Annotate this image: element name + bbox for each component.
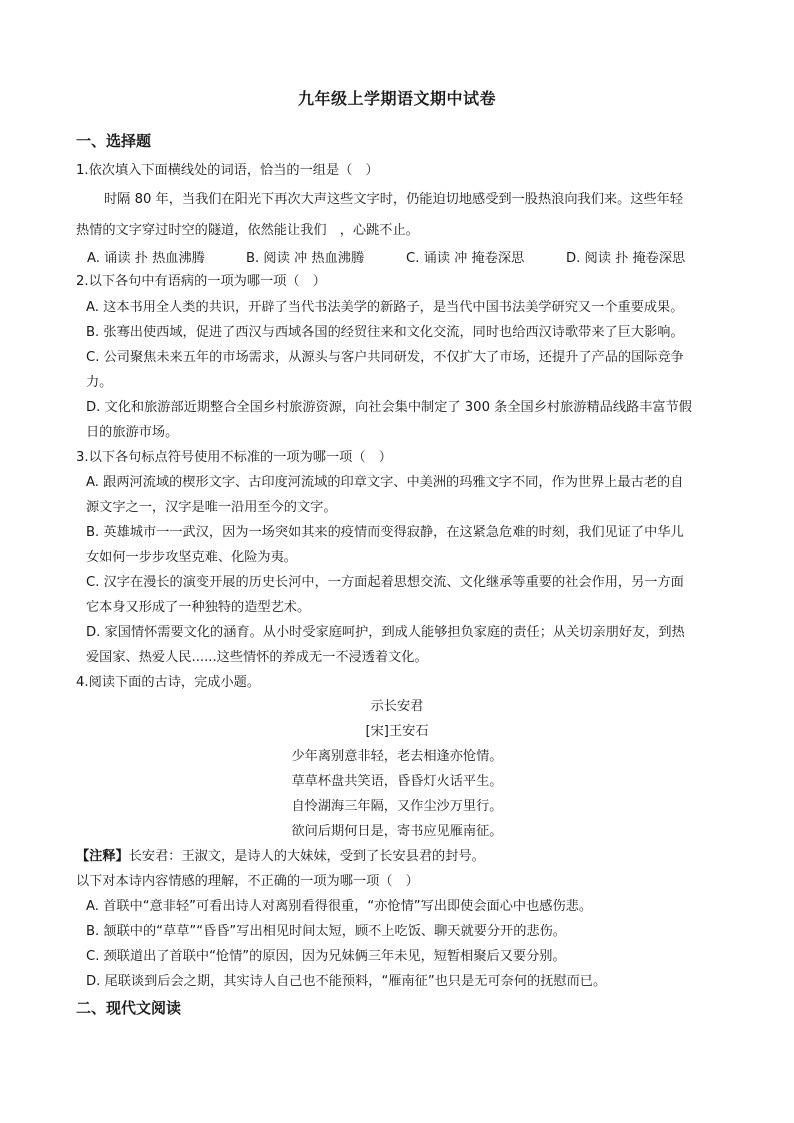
poem-author: [宋]王安石 [365,724,429,739]
question-3-option-a-cont: 源文字之一，汉字是唯一沿用至今的文字。 [86,500,337,515]
poem-line-4: 欲问后期何日是，寄书应见雁南征。 [291,824,503,839]
question-4-option-a: A. 首联中“意非轻”可看出诗人对离别看得很重，“亦怆情”写出即使会面心中也感伤悲。 [86,899,593,914]
note-text: 长安君：王淑文，是诗人的大妹妹，受到了长安县君的封号。 [128,849,485,864]
question-4-option-c: C. 颈联道出了首联中“怆情”的原因，因为兄妹俩三年未见，短暂相聚后又要分别。 [86,949,566,964]
question-3-option-d: D. 家国情怀需要文化的涵育。从小时受家庭呵护，到成人能够担负家庭的责任；从关切亲朋好友，到热 [86,625,685,640]
question-2-option-c: C. 公司聚焦未来五年的市场需求，从源头与客户共同研发，不仅扩大了市场，还提升了产品的国际竞争 [86,350,684,365]
page-title: 九年级上学期语文期中试卷 [297,89,496,108]
question-2-option-b: B. 张骞出使西域，促进了西汉与西域各国的经贸往来和文化交流，同时也给西汉诗歌带来了巨大影响。 [86,325,684,340]
question-4-option-d: D. 尾联谈到后会之期，其实诗人自己也不能预料，“雁南征”也只是无可奈何的抚慰而已。 [86,974,607,989]
question-2-option-d-cont: 日的旅游市场。 [86,425,179,440]
poem-note [76,848,721,866]
question-3-stem: 3.以下各句标点符号使用不标准的一项为哪一项（ ） [76,450,392,465]
question-4-option-b: B. 颔联中的“草草”“昏昏”写出相见时间太短，顾不上吃饭、聊天就要分开的悲伤。 [86,924,566,939]
question-1-passage: 时隔 80 年，当我们在阳光下再次大声这些文字时，仍能迫切地感受到一股热浪向我们来。这些年轻 [104,192,684,207]
section-heading-reading: 二、现代文阅读 [76,999,182,1017]
option-c: C. 诵读 冲 掩卷深思 [406,251,525,266]
question-2-option-c-cont: 力。 [86,375,113,390]
poem-line-3: 自怜湖海三年隔，又作尘沙万里行。 [291,799,503,814]
note-label: 【注释】 [76,849,129,864]
option-a: A. 诵读 扑 热血沸腾 [87,251,205,266]
question-3-option-b: B. 英雄城市一一武汉，因为一场突如其来的疫情而变得寂静，在这紧急危难的时刻，我们见证了中华儿 [86,525,684,540]
option-d: D. 阅读 扑 掩卷深思 [566,251,686,266]
question-4-stem: 4.阅读下面的古诗，完成小题。 [76,675,261,690]
section-heading-choice: 一、选择题 [76,132,152,150]
poem-line-1: 少年离别意非轻，老去相逢亦怆情。 [291,749,503,764]
question-3-option-b-cont: 女如何一步步攻坚克难、化险为夷。 [86,550,297,565]
poem-title: 示长安君 [370,699,424,714]
question-3-option-c-cont: 它本身又形成了一种独特的造型艺术。 [86,600,311,615]
question-1-options [87,250,721,268]
question-4-question: 以下对本诗内容情感的理解，不正确的一项为哪一项（ ） [76,874,419,889]
question-2-stem: 2.以下各句中有语病的一项为哪一项（ ） [76,274,326,289]
question-2-option-d: D. 文化和旅游部近期整合全国乡村旅游资源，向社会集中制定了 300 条全国乡村旅游精品线路丰富节假 [86,400,692,415]
question-3-option-a: A. 跟两河流域的楔形文字、古印度河流域的印章文字、中美洲的玛雅文字不同，作为世界上最古老的自 [86,475,684,490]
question-1-stem: 1.依次填入下面横线处的词语，恰当的一组是（ ） [76,163,379,178]
question-3-option-d-cont: 爱国家、热爱人民......这些情怀的养成无一不浸透着文化。 [86,650,428,665]
poem-line-2: 草草杯盘共笑语，昏昏灯火话平生。 [291,774,503,789]
question-3-option-c: C. 汉字在漫长的演变开展的历史长河中，一方面起着思想交流、文化继承等重要的社会作用，另一方面 [86,575,684,590]
question-1-passage-cont: 热情的文字穿过时空的隧道，依然能让我们 ，心跳不止。 [76,223,419,238]
question-2-option-a: A. 这本书用全人类的共识，开辟了当代书法美学的新路子，是当代中国书法美学研究又一个重要成果。 [86,300,684,315]
option-b: B. 阅读 冲 热血沸腾 [246,251,365,266]
